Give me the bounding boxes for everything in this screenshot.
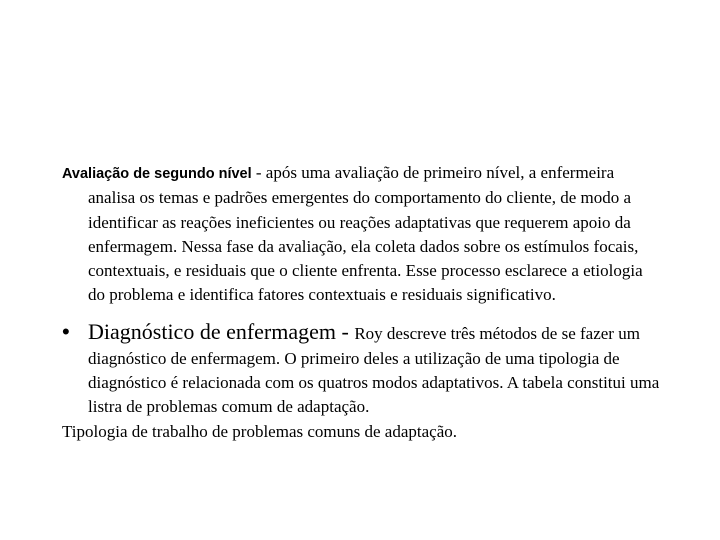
bullet-lead: Diagnóstico de enfermagem - [88, 318, 355, 344]
slide-content [62, 161, 662, 444]
bullet-nursing-diagnosis [62, 317, 662, 420]
paragraph-lead: Avaliação de segundo nível [62, 166, 252, 182]
bullet-body: Roy descreve três métodos de se fazer um diagnóstico de enfermagem. O primeiro deles a utilização de uma tipologia de diagnóstico é relacionada com os quatros modos adaptativos. A tabela constitui uma listra de problemas comum de adaptação. [88, 323, 660, 417]
closing-line: Tipologia de trabalho de problemas comuns de adaptação. [62, 421, 457, 441]
bullet-icon: • [62, 318, 70, 344]
paragraph-body: - após uma avaliação de primeiro nível, a enfermeira analisa os temas e padrões emergentes do comportamento do cliente, de modo a identificar as reações ineficientes ou reações adaptativas que requerem apoio da enfermagem. Nessa fase da avaliação, ela coleta dados sobre os estímulos focais, contextuais, e residuais que o cliente enfrenta. Esse processo esclarece a etiologia do problema e identifica fatores contextuais e residuais significativo. [88, 163, 643, 305]
paragraph-second-level-assessment [62, 161, 662, 308]
